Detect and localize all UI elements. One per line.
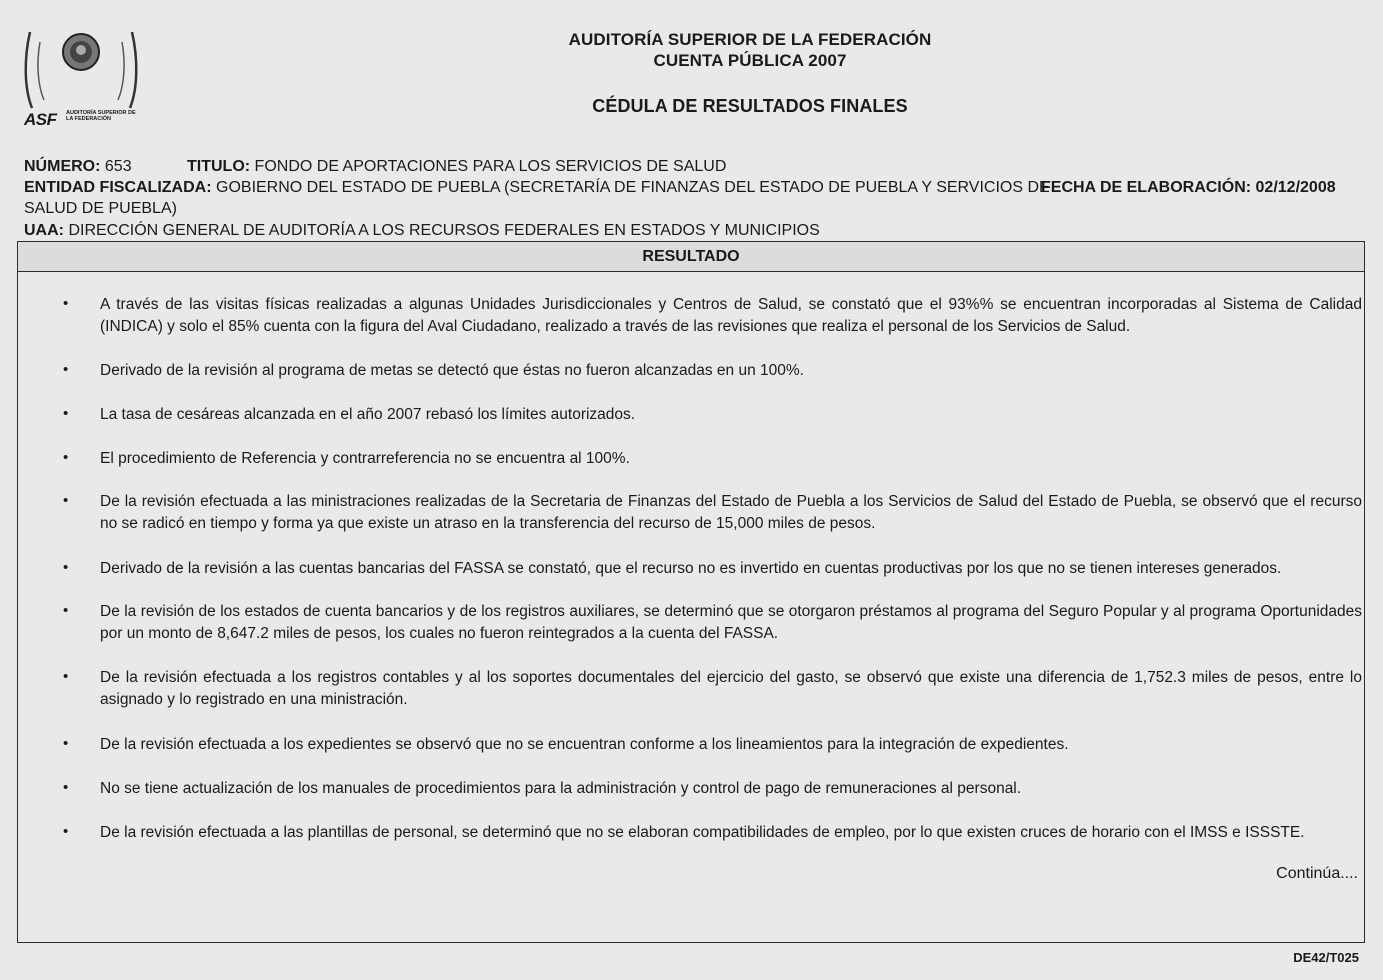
uaa-label: UAA: [24,222,64,239]
entidad-value: GOBIERNO DEL ESTADO DE PUEBLA (SECRETARÍA DE FINANZAS DEL ESTADO DE PUEBLA Y SERVICIOS DE [216,179,1050,196]
titulo-label: TITULO: [187,158,251,175]
list-item-text: A través de las visitas físicas realizadas a algunas Unidades Jurisdiccionales y Centros de Salud, se constató que el 93%% se encuentran incorporadas al Sistema de Calidad (INDICA) y solo el 85% cuenta con la figura del Aval Ciudadano, realizado a través de las revisiones que realiza el personal de los Servicios de Salud. [100,296,1362,335]
list-item-text: Derivado de la revisión al programa de metas se detectó que éstas no fueron alcanzadas en un 100%. [100,362,804,379]
list-item-text: De la revisión efectuada a los registros contables y al los soportes documentales del ejercicio del gasto, se observó que existe una diferencia de 1,752.3 miles de pesos, entre lo asignado y lo registrado en una ministración. [100,669,1362,708]
bullet-icon: • [63,559,69,576]
bullet-icon: • [63,602,69,619]
list-item-text: De la revisión efectuada a las plantillas de personal, se determinó que no se elaboran compatibilidades de empleo, por lo que existen cruces de horario con el IMSS e ISSSTE. [100,824,1305,841]
continua-label: Continúa.... [1276,865,1358,882]
document-code: DE42/T025 [1293,950,1359,965]
logo-subtext: AUDITORÍA SUPERIOR DE LA FEDERACIÓN [66,110,136,122]
bullet-icon: • [63,492,69,509]
logo-text: ASF [24,110,57,129]
bullet-icon: • [63,449,69,466]
list-item-text: De la revisión efectuada a los expedientes se observó que no se encuentran conforme a los lineamientos para la integración de expedientes. [100,736,1069,753]
bullet-icon: • [63,735,69,752]
header-line-1: AUDITORÍA SUPERIOR DE LA FEDERACIÓN [568,30,932,49]
titulo-field [187,157,726,177]
header-line-2: CUENTA PÚBLICA 2007 [653,51,847,70]
entidad-field [24,178,1050,198]
bullet-icon: • [63,295,69,312]
fecha-label: FECHA DE ELABORACIÓN: [1041,179,1252,196]
bullet-icon: • [63,668,69,685]
numero-value: 653 [104,158,132,175]
list-item-text: Derivado de la revisión a las cuentas bancarias del FASSA se constató, que el recurso no es invertido en cuentas productivas por los que no se tienen intereses generados. [100,560,1282,577]
numero-field [24,157,132,177]
list-item-text: No se tiene actualización de los manuales de procedimientos para la administración y control de pago de remuneraciones al personal. [100,780,1022,797]
list-item-text: De la revisión de los estados de cuenta bancarios y de los registros auxiliares, se determinó que se otorgaron préstamos al programa del Seguro Popular y al programa Oportunidades por un monto de 8,647.2 miles de pesos, los cuales no fueron reintegrados a la cuenta del FASSA. [100,603,1362,642]
bullet-icon: • [63,779,69,796]
list-item-text: El procedimiento de Referencia y contrarreferencia no se encuentra al 100%. [100,450,630,467]
titulo-value: FONDO DE APORTACIONES PARA LOS SERVICIOS DE SALUD [254,158,727,175]
bullet-icon: • [63,405,69,422]
resultado-box [17,241,1365,943]
numero-label: NÚMERO: [24,158,101,175]
list-item-text: De la revisión efectuada a las ministraciones realizadas de la Secretaria de Finanzas del Estado de Puebla a los Servicios de Salud del Estado de Puebla, se observó que el recurso no se radicó en tiempo y forma ya que existe un atraso en la transferencia del recurso de 15,000 miles de pesos. [100,493,1362,532]
fecha-value: 02/12/2008 [1255,179,1336,196]
page-title: CÉDULA DE RESULTADOS FINALES [592,96,908,116]
list-item-text: La tasa de cesáreas alcanzada en el año 2007 rebasó los límites autorizados. [100,406,636,423]
fecha-field [1041,178,1336,198]
entidad-label: ENTIDAD FISCALIZADA: [24,179,212,196]
resultado-heading: RESULTADO [18,242,1364,272]
bullet-icon: • [63,823,69,840]
entidad-value-continued: SALUD DE PUEBLA) [24,200,177,217]
uaa-field [24,221,820,241]
bullet-icon: • [63,361,69,378]
uaa-value: DIRECCIÓN GENERAL DE AUDITORÍA A LOS RECURSOS FEDERALES EN ESTADOS Y MUNICIPIOS [68,222,820,239]
